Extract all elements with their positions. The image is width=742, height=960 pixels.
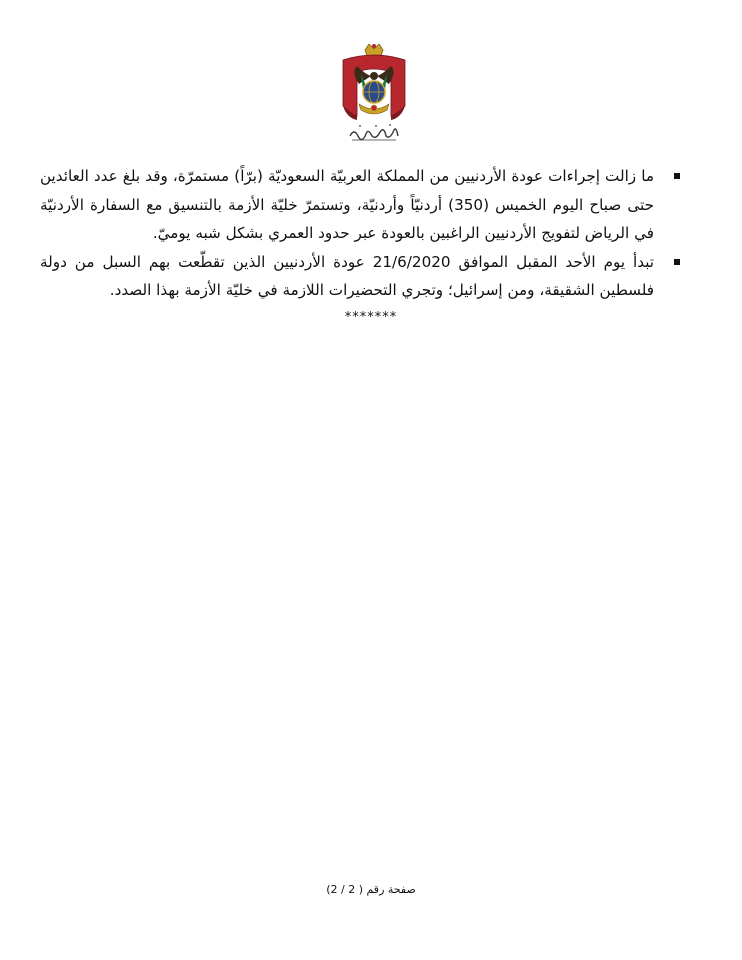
square-bullet-icon <box>674 259 680 265</box>
bullet-list <box>40 162 680 305</box>
document-body <box>40 162 680 305</box>
bullet-item-2 <box>40 248 680 305</box>
bullet-item-1 <box>40 162 680 248</box>
prime-ministry-signature <box>346 122 402 144</box>
square-bullet-icon <box>674 173 680 179</box>
section-separator: ******* <box>344 310 398 325</box>
bullet-text-1: ما زالت إجراءات عودة الأردنيين من المملكة العربيّة السعوديّة (برّاً) مستمرّة، وقد بلغ عدد العائدين حتى صباح اليوم الخميس (350) أردنيّاً وأردنيّة، وتستمرّ خليّة الأزمة بالتنسيق مع السفارة الأردنيّة في الرياض لتفويج الأردنيين الراغبين بالعودة عبر حدود العمري بشكل شبه يوميّ. <box>40 167 654 242</box>
bullet-text-2: تبدأ يوم الأحد المقبل الموافق 21/6/2020 عودة الأردنيين الذين تقطّعت بهم السبل من دولة فلسطين الشقيقة، ومن إسرائيل؛ وتجري التحضيرات اللازمة في خليّة الأزمة بهذا الصدد. <box>40 252 654 299</box>
page-number: صفحة رقم ( 2 / 2) <box>326 883 416 896</box>
